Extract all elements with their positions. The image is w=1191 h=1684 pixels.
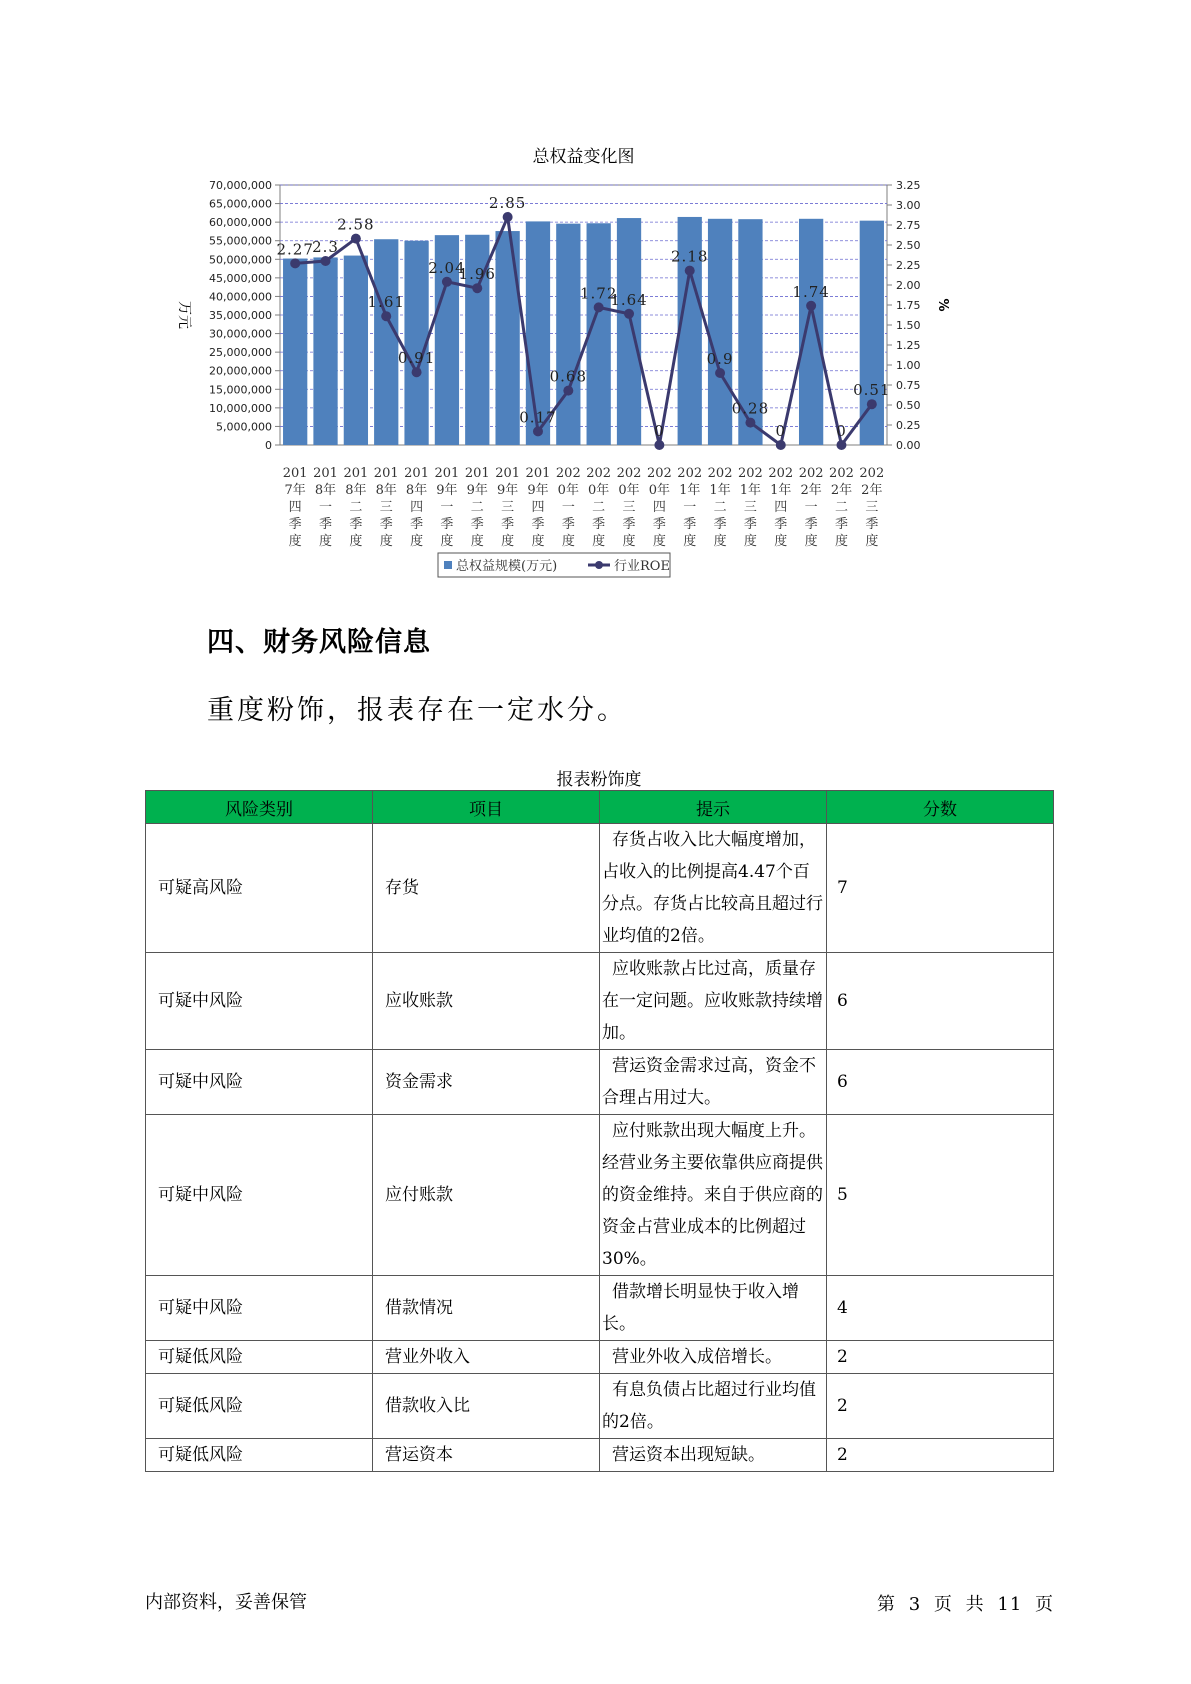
- category-label: 一: [804, 500, 818, 515]
- left-tick-label: 0: [265, 439, 272, 452]
- category-label: 2年: [800, 483, 822, 498]
- category-label: 201: [404, 466, 429, 481]
- roe-point: [715, 368, 725, 378]
- row-item: 借款收入比: [373, 1374, 600, 1439]
- roe-data-label: 0.9: [706, 350, 734, 368]
- category-label: 二: [470, 500, 484, 515]
- category-label: 201: [373, 466, 399, 481]
- category-label: 度: [774, 534, 788, 549]
- category-label: 202: [677, 466, 703, 481]
- bar: [708, 219, 732, 445]
- category-label: 202: [768, 466, 794, 481]
- category-label: 季: [592, 517, 606, 532]
- row-category: 可疑中风险: [146, 1050, 373, 1115]
- category-label: 9年: [466, 483, 488, 498]
- category-label: 三: [865, 500, 879, 515]
- row-category: 可疑高风险: [146, 824, 373, 953]
- category-label: 201: [464, 466, 490, 481]
- right-tick-label: 3.25: [896, 179, 921, 192]
- left-axis-title: 万元: [176, 301, 192, 329]
- roe-data-label: 1.72: [579, 284, 618, 303]
- roe-data-label: 0.28: [731, 399, 770, 418]
- row-category: 可疑中风险: [146, 953, 373, 1050]
- category-label: 202: [616, 466, 642, 481]
- category-label: 2年: [861, 483, 883, 498]
- roe-data-label: 2.27: [276, 240, 314, 259]
- right-tick-label: 2.00: [896, 279, 921, 292]
- row-score: 7: [827, 824, 1054, 953]
- category-label: 202: [738, 466, 763, 481]
- category-label: 四: [774, 500, 788, 515]
- category-label: 202: [707, 466, 733, 481]
- left-tick-label: 70,000,000: [209, 179, 272, 192]
- category-label: 0年: [557, 483, 579, 498]
- category-label: 202: [829, 466, 854, 481]
- table-caption: 报表粉饰度: [556, 770, 642, 790]
- table-row: [146, 1341, 1054, 1374]
- bar: [617, 218, 641, 445]
- category-label: 8年: [405, 483, 428, 498]
- header-hint: 提示: [600, 791, 827, 824]
- category-label: 季: [774, 517, 788, 532]
- category-label: 度: [410, 534, 424, 549]
- category-label: 201: [313, 466, 338, 481]
- roe-point: [290, 258, 300, 268]
- roe-data-label: 1.61: [367, 293, 405, 312]
- category-label: 度: [349, 534, 363, 549]
- table-row: [146, 1439, 1054, 1472]
- roe-point: [594, 302, 604, 312]
- legend-bar-label: 总权益规模(万元): [456, 559, 558, 574]
- roe-data-label: 2.58: [337, 215, 375, 234]
- right-tick-label: 0.00: [896, 439, 921, 452]
- row-category: 可疑低风险: [146, 1439, 373, 1472]
- row-item: 营运资本: [373, 1439, 600, 1472]
- category-label: 7年: [284, 483, 306, 498]
- category-label: 度: [440, 534, 454, 549]
- category-label: 季: [561, 517, 575, 532]
- category-label: 四: [531, 500, 545, 515]
- row-hint: 营运资本出现短缺。: [600, 1439, 827, 1472]
- row-category: 可疑中风险: [146, 1276, 373, 1341]
- category-label: 202: [555, 466, 581, 481]
- category-label: 季: [652, 517, 666, 532]
- left-tick-label: 25,000,000: [209, 346, 272, 360]
- row-hint: 存货占收入比大幅度增加，占收入的比例提高4.47个百分点。存货占比较高且超过行业均值的2倍。: [600, 824, 827, 953]
- category-label: 度: [713, 534, 727, 549]
- roe-data-label: 2.18: [671, 247, 709, 266]
- legend-bar-swatch: [444, 561, 452, 569]
- bar: [344, 256, 368, 445]
- left-tick-label: 5,000,000: [216, 420, 272, 434]
- equity-chart: [170, 135, 960, 595]
- header-item: 项目: [373, 791, 600, 824]
- roe-data-label: 0.91: [397, 349, 436, 368]
- roe-data-label: 2.04: [428, 258, 466, 277]
- right-tick-label: 2.25: [896, 259, 921, 272]
- row-score: 2: [827, 1374, 1054, 1439]
- category-label: 季: [470, 517, 484, 532]
- row-hint: 营业外收入成倍增长。: [600, 1341, 827, 1374]
- right-tick-label: 0.25: [896, 419, 921, 432]
- category-label: 度: [652, 534, 666, 549]
- category-label: 季: [410, 517, 424, 532]
- roe-point: [563, 386, 573, 396]
- category-label: 9年: [496, 483, 519, 498]
- roe-data-label: 0.68: [549, 367, 588, 386]
- category-label: 度: [804, 534, 818, 549]
- category-label: 0年: [618, 483, 640, 498]
- row-score: 5: [827, 1115, 1054, 1276]
- right-tick-label: 0.50: [896, 399, 921, 412]
- equity-chart-svg: [170, 135, 960, 595]
- roe-data-label: 2.85: [488, 194, 527, 212]
- category-label: 度: [379, 534, 393, 549]
- right-tick-label: 0.75: [896, 379, 921, 392]
- roe-point: [472, 283, 482, 293]
- right-tick-label: 1.75: [896, 299, 921, 312]
- category-label: 度: [288, 534, 302, 549]
- row-hint: 有息负债占比超过行业均值的2倍。: [600, 1374, 827, 1439]
- roe-point: [776, 440, 786, 450]
- left-tick-label: 60,000,000: [209, 216, 272, 230]
- category-label: 四: [410, 500, 424, 515]
- roe-data-label: 0: [654, 422, 665, 440]
- footer-page-number: 第 3 页 共 11 页: [877, 1594, 1054, 1615]
- roe-point: [321, 256, 331, 266]
- row-item: 资金需求: [373, 1050, 600, 1115]
- category-label: 三: [379, 500, 393, 515]
- legend-line-marker: [595, 561, 603, 569]
- row-item: 借款情况: [373, 1276, 600, 1341]
- category-label: 度: [319, 534, 333, 549]
- left-tick-label: 10,000,000: [209, 401, 272, 415]
- roe-point: [381, 311, 391, 321]
- right-tick-label: 2.50: [896, 239, 921, 252]
- roe-point: [412, 367, 422, 377]
- category-label: 二: [834, 500, 848, 515]
- category-label: 度: [743, 534, 757, 549]
- category-label: 季: [804, 517, 818, 532]
- roe-point: [806, 301, 816, 311]
- category-label: 季: [713, 517, 727, 532]
- category-label: 季: [531, 517, 545, 532]
- row-hint: 应付账款出现大幅度上升。经营业务主要依靠供应商提供的资金维持。来自于供应商的资金占营业成本的比例超过30%。: [600, 1115, 827, 1276]
- category-label: 四: [288, 500, 302, 515]
- category-label: 度: [501, 534, 515, 549]
- category-label: 2年: [830, 483, 853, 498]
- category-label: 季: [683, 517, 697, 532]
- category-label: 1年: [770, 483, 792, 498]
- bar: [495, 231, 519, 445]
- category-label: 202: [586, 466, 612, 481]
- category-label: 9年: [436, 483, 458, 498]
- left-tick-label: 45,000,000: [209, 271, 272, 285]
- left-tick-label: 50,000,000: [209, 253, 272, 267]
- roe-data-label: 1.96: [458, 265, 496, 284]
- right-tick-label: 3.00: [896, 199, 921, 212]
- category-label: 一: [561, 500, 575, 515]
- table-row: [146, 1276, 1054, 1341]
- risk-table: [145, 790, 1054, 1472]
- bar: [556, 224, 580, 445]
- row-score: 6: [827, 1050, 1054, 1115]
- left-tick-label: 35,000,000: [209, 309, 272, 322]
- row-category: 可疑低风险: [146, 1374, 373, 1439]
- row-score: 6: [827, 953, 1054, 1050]
- category-label: 度: [834, 534, 848, 549]
- category-label: 季: [743, 517, 757, 532]
- category-label: 度: [622, 534, 636, 549]
- roe-point: [685, 266, 695, 276]
- table-row: [146, 1050, 1054, 1115]
- roe-point: [503, 212, 513, 222]
- category-label: 一: [440, 500, 454, 515]
- category-label: 季: [622, 517, 636, 532]
- roe-point: [745, 418, 755, 428]
- category-label: 季: [440, 517, 454, 532]
- category-label: 二: [349, 500, 363, 515]
- category-label: 1年: [679, 483, 701, 498]
- category-label: 度: [531, 534, 545, 549]
- footer-confidential: 内部资料，妥善保管: [145, 1592, 307, 1613]
- bar: [374, 239, 398, 445]
- roe-data-label: 0.17: [519, 408, 557, 427]
- category-label: 一: [319, 500, 333, 515]
- right-tick-label: 1.50: [896, 319, 921, 332]
- table-row: [146, 1115, 1054, 1276]
- row-hint: 营运资金需求过高，资金不合理占用过大。: [600, 1050, 827, 1115]
- right-tick-label: 1.25: [896, 339, 921, 352]
- category-label: 1年: [739, 483, 762, 498]
- row-item: 应收账款: [373, 953, 600, 1050]
- row-hint: 借款增长明显快于收入增长。: [600, 1276, 827, 1341]
- category-label: 1年: [709, 483, 731, 498]
- row-score: 2: [827, 1439, 1054, 1472]
- roe-data-label: 1.64: [610, 290, 648, 309]
- roe-data-label: 0: [775, 422, 787, 440]
- left-tick-label: 55,000,000: [209, 234, 272, 248]
- left-tick-label: 40,000,000: [209, 290, 272, 304]
- category-label: 201: [434, 466, 460, 481]
- category-label: 四: [652, 500, 666, 515]
- category-label: 季: [349, 517, 363, 532]
- category-label: 季: [865, 517, 879, 532]
- table-row: [146, 824, 1054, 953]
- category-label: 二: [713, 500, 727, 515]
- category-label: 201: [525, 466, 551, 481]
- roe-data-label: 0.51: [853, 381, 891, 400]
- chart-title: 总权益变化图: [532, 147, 635, 167]
- table-header-row: [146, 791, 1054, 824]
- right-tick-label: 1.00: [896, 359, 921, 372]
- category-label: 度: [561, 534, 575, 549]
- roe-data-label: 0: [836, 422, 847, 440]
- bar: [313, 257, 337, 445]
- category-label: 9年: [527, 483, 549, 498]
- section-heading: 四、财务风险信息: [207, 627, 431, 658]
- category-label: 度: [470, 534, 484, 549]
- bar: [860, 221, 884, 445]
- category-label: 201: [343, 466, 369, 481]
- category-label: 201: [282, 466, 308, 481]
- category-label: 0年: [588, 483, 610, 498]
- roe-data-label: 1.74: [792, 282, 830, 301]
- category-label: 0年: [648, 483, 671, 498]
- category-label: 8年: [345, 483, 367, 498]
- bar: [283, 259, 307, 445]
- row-hint: 应收账款占比过高，质量存在一定问题。应收账款持续增加。: [600, 953, 827, 1050]
- roe-point: [654, 440, 664, 450]
- roe-point: [351, 234, 361, 244]
- category-label: 三: [743, 500, 757, 515]
- left-tick-label: 15,000,000: [209, 383, 272, 397]
- table-row: [146, 1374, 1054, 1439]
- category-label: 度: [592, 534, 606, 549]
- category-label: 8年: [375, 483, 397, 498]
- row-score: 4: [827, 1276, 1054, 1341]
- roe-point: [836, 440, 846, 450]
- roe-point: [624, 309, 634, 319]
- left-tick-label: 65,000,000: [209, 197, 272, 211]
- category-label: 二: [592, 500, 606, 515]
- roe-point: [867, 399, 877, 409]
- roe-point: [442, 277, 452, 287]
- category-label: 202: [859, 466, 885, 481]
- category-label: 三: [501, 500, 515, 515]
- legend-line-label: 行业ROE: [614, 559, 670, 574]
- category-label: 度: [683, 534, 697, 549]
- row-item: 存货: [373, 824, 600, 953]
- row-item: 营业外收入: [373, 1341, 600, 1374]
- row-category: 可疑中风险: [146, 1115, 373, 1276]
- roe-data-label: 2.3: [312, 238, 339, 256]
- category-label: 度: [865, 534, 879, 549]
- row-score: 2: [827, 1341, 1054, 1374]
- header-score: 分数: [827, 791, 1054, 824]
- category-label: 季: [379, 517, 393, 532]
- category-label: 201: [495, 466, 521, 481]
- category-label: 季: [288, 517, 302, 532]
- right-tick-label: 2.75: [896, 219, 921, 232]
- left-tick-label: 30,000,000: [209, 327, 272, 341]
- category-label: 8年: [314, 483, 337, 498]
- risk-summary: 重度粉饰，报表存在一定水分。: [207, 695, 627, 726]
- category-label: 202: [798, 466, 824, 481]
- bar: [799, 219, 823, 445]
- category-label: 202: [646, 466, 672, 481]
- category-label: 季: [834, 517, 848, 532]
- table-row: [146, 953, 1054, 1050]
- category-label: 季: [501, 517, 515, 532]
- category-label: 季: [319, 517, 333, 532]
- header-category: 风险类别: [146, 791, 373, 824]
- row-item: 应付账款: [373, 1115, 600, 1276]
- category-label: 三: [622, 500, 636, 515]
- category-label: 一: [683, 500, 697, 515]
- roe-point: [533, 426, 543, 436]
- left-tick-label: 20,000,000: [209, 364, 272, 378]
- row-category: 可疑低风险: [146, 1341, 373, 1374]
- right-axis-title: %: [935, 298, 950, 312]
